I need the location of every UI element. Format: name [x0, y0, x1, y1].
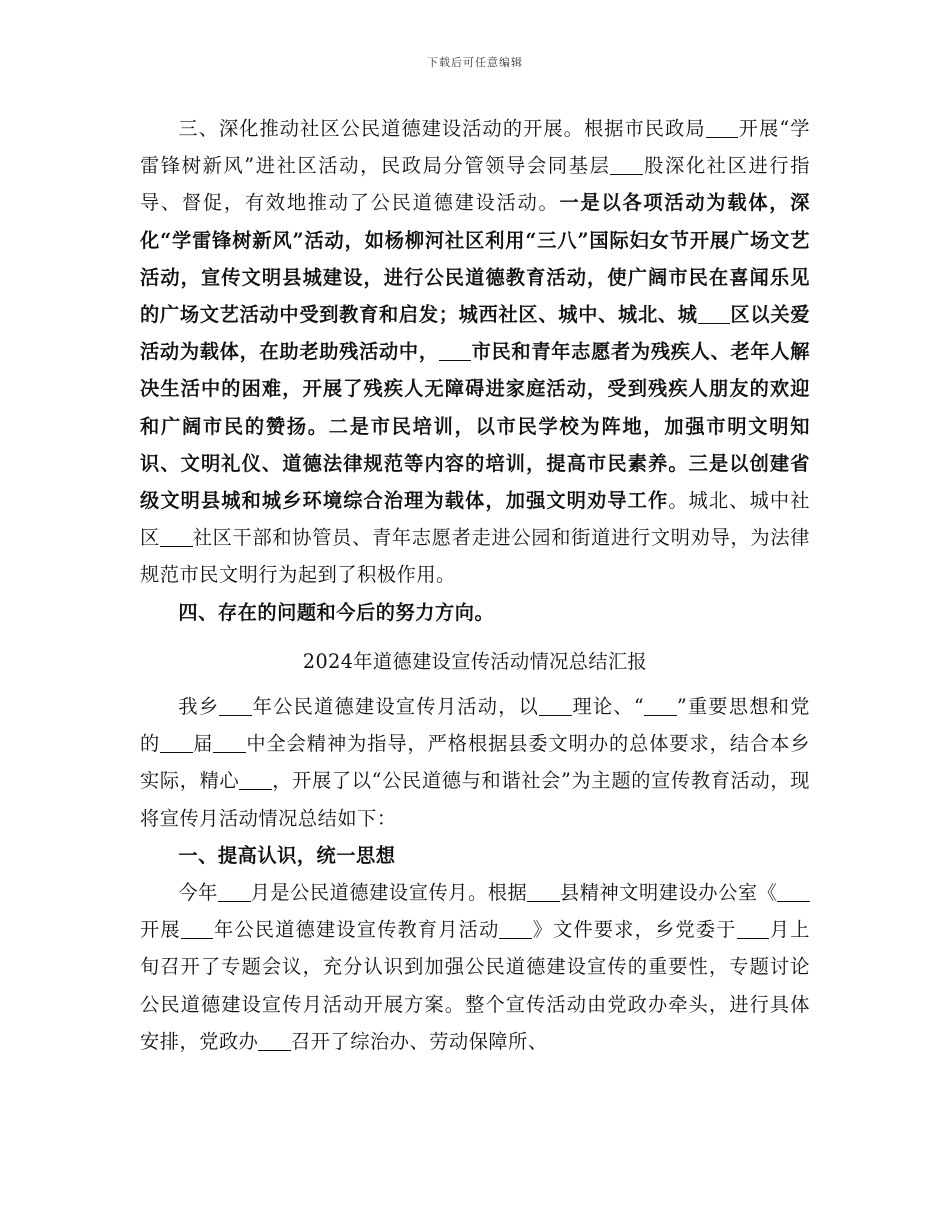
document-title: 2024年道德建设宣传活动情况总结汇报: [302, 649, 648, 673]
fill-blank: [610, 155, 643, 175]
fill-blank: [258, 1031, 291, 1051]
paragraph-1: [140, 874, 810, 1060]
fill-blank: [737, 919, 770, 939]
fill-blank: [644, 696, 677, 716]
text-run: ，开展了以“公民道德与和谐社会”为主题的宣传教育活动，现将宣传月活动情况总结如下：: [140, 769, 810, 830]
section-3-paragraph: [140, 110, 810, 594]
fill-blank: [706, 118, 739, 138]
text-run: 我乡: [178, 695, 220, 719]
fill-blank: [499, 919, 532, 939]
page-header-note: 下载后可任意编辑: [427, 56, 523, 69]
bold-text-run: 区以关爱活动为载体，在助老助残活动中，: [140, 303, 810, 364]
text-run: 开展: [140, 918, 181, 942]
fill-blank: [160, 527, 193, 547]
text-run: 今年: [178, 881, 218, 905]
heading-1: 一、提高认识，统一思想: [178, 843, 396, 867]
text-run: 县精神文明建设办公室《: [559, 881, 778, 905]
intro-paragraph: [140, 688, 810, 837]
text-run: 三、深化推动社区公民道德建设活动的开展。根据市民政局: [178, 117, 706, 140]
fill-blank: [439, 341, 472, 361]
fill-blank: [218, 882, 251, 902]
text-run: 》文件要求，乡党委于: [532, 918, 737, 942]
fill-blank: [181, 919, 214, 939]
fill-blank: [239, 770, 272, 790]
fill-blank: [777, 882, 810, 902]
bold-text-run: 市民和青年志愿者为残疾人、老年人解决生活中的困难，开展了残疾人无障碍进家庭活动，受到残疾人朋友的欢迎和广阔市民的赞扬。二是市民培训，以市民学校为阵地，加强市明文明知识、文明礼仪、道德法律规范等内容的培训，提高市民素养。三是以创建省级文明县城和城乡环境综合治理为载体，加强文明劝导工作: [140, 340, 810, 513]
text-run: ”重要思想和党的: [140, 695, 810, 756]
document-body: [140, 110, 810, 1060]
fill-blank: [219, 696, 252, 716]
fill-blank: [160, 733, 193, 753]
fill-blank: [527, 882, 560, 902]
fill-blank: [698, 304, 731, 324]
text-run: 召开了综治办、劳动保障所、: [291, 1029, 548, 1053]
text-run: 年公民道德建设宣传月活动，以: [251, 695, 540, 719]
text-run: 社区干部和协管员、青年志愿者走进公园和街道进行文明劝导，为法律规范市民文明行为起到了积极作用。: [140, 526, 810, 587]
text-run: 届: [192, 732, 214, 756]
fill-blank: [539, 696, 572, 716]
text-run: 月上旬召开了专题会议，充分认识到加强公民道德建设宣传的重要性，专题讨论公民道德建设宣传月活动开展方案。整个宣传活动由党政办牵头，进行具体安排，党政办: [140, 918, 811, 1053]
text-run: 开展“学雷锋树新风”进社区活动，民政局分管领导会同基层: [140, 117, 810, 178]
text-run: 月是公民道德建设宣传月。根据: [250, 881, 528, 905]
text-run: 股深化社区进行指导、督促，有效地推动了公民道德建设活动。: [140, 154, 810, 215]
text-run: 。城北、城中社区: [140, 489, 810, 550]
text-run: 中全会精神为指导，严格根据县委文明办的总体要求，结合本乡实际，精心: [140, 732, 810, 793]
section-4-heading: 四、存在的问题和今后的努力方向。: [178, 600, 495, 624]
text-run: 理论、“: [571, 695, 645, 719]
fill-blank: [213, 733, 246, 753]
bold-text-run: 一是以各项活动为载体，深化“学雷锋树新风”活动，如杨柳河社区利用“三八”国际妇女节开展广场文艺活动，宣传文明县城建设，进行公民道德教育活动，使广阔市民在喜闻乐见的广场文艺活动中受到教育和启发；城西社区、城中、城北、城: [140, 191, 811, 327]
text-run: 年公民道德建设宣传教育月活动: [213, 918, 500, 942]
